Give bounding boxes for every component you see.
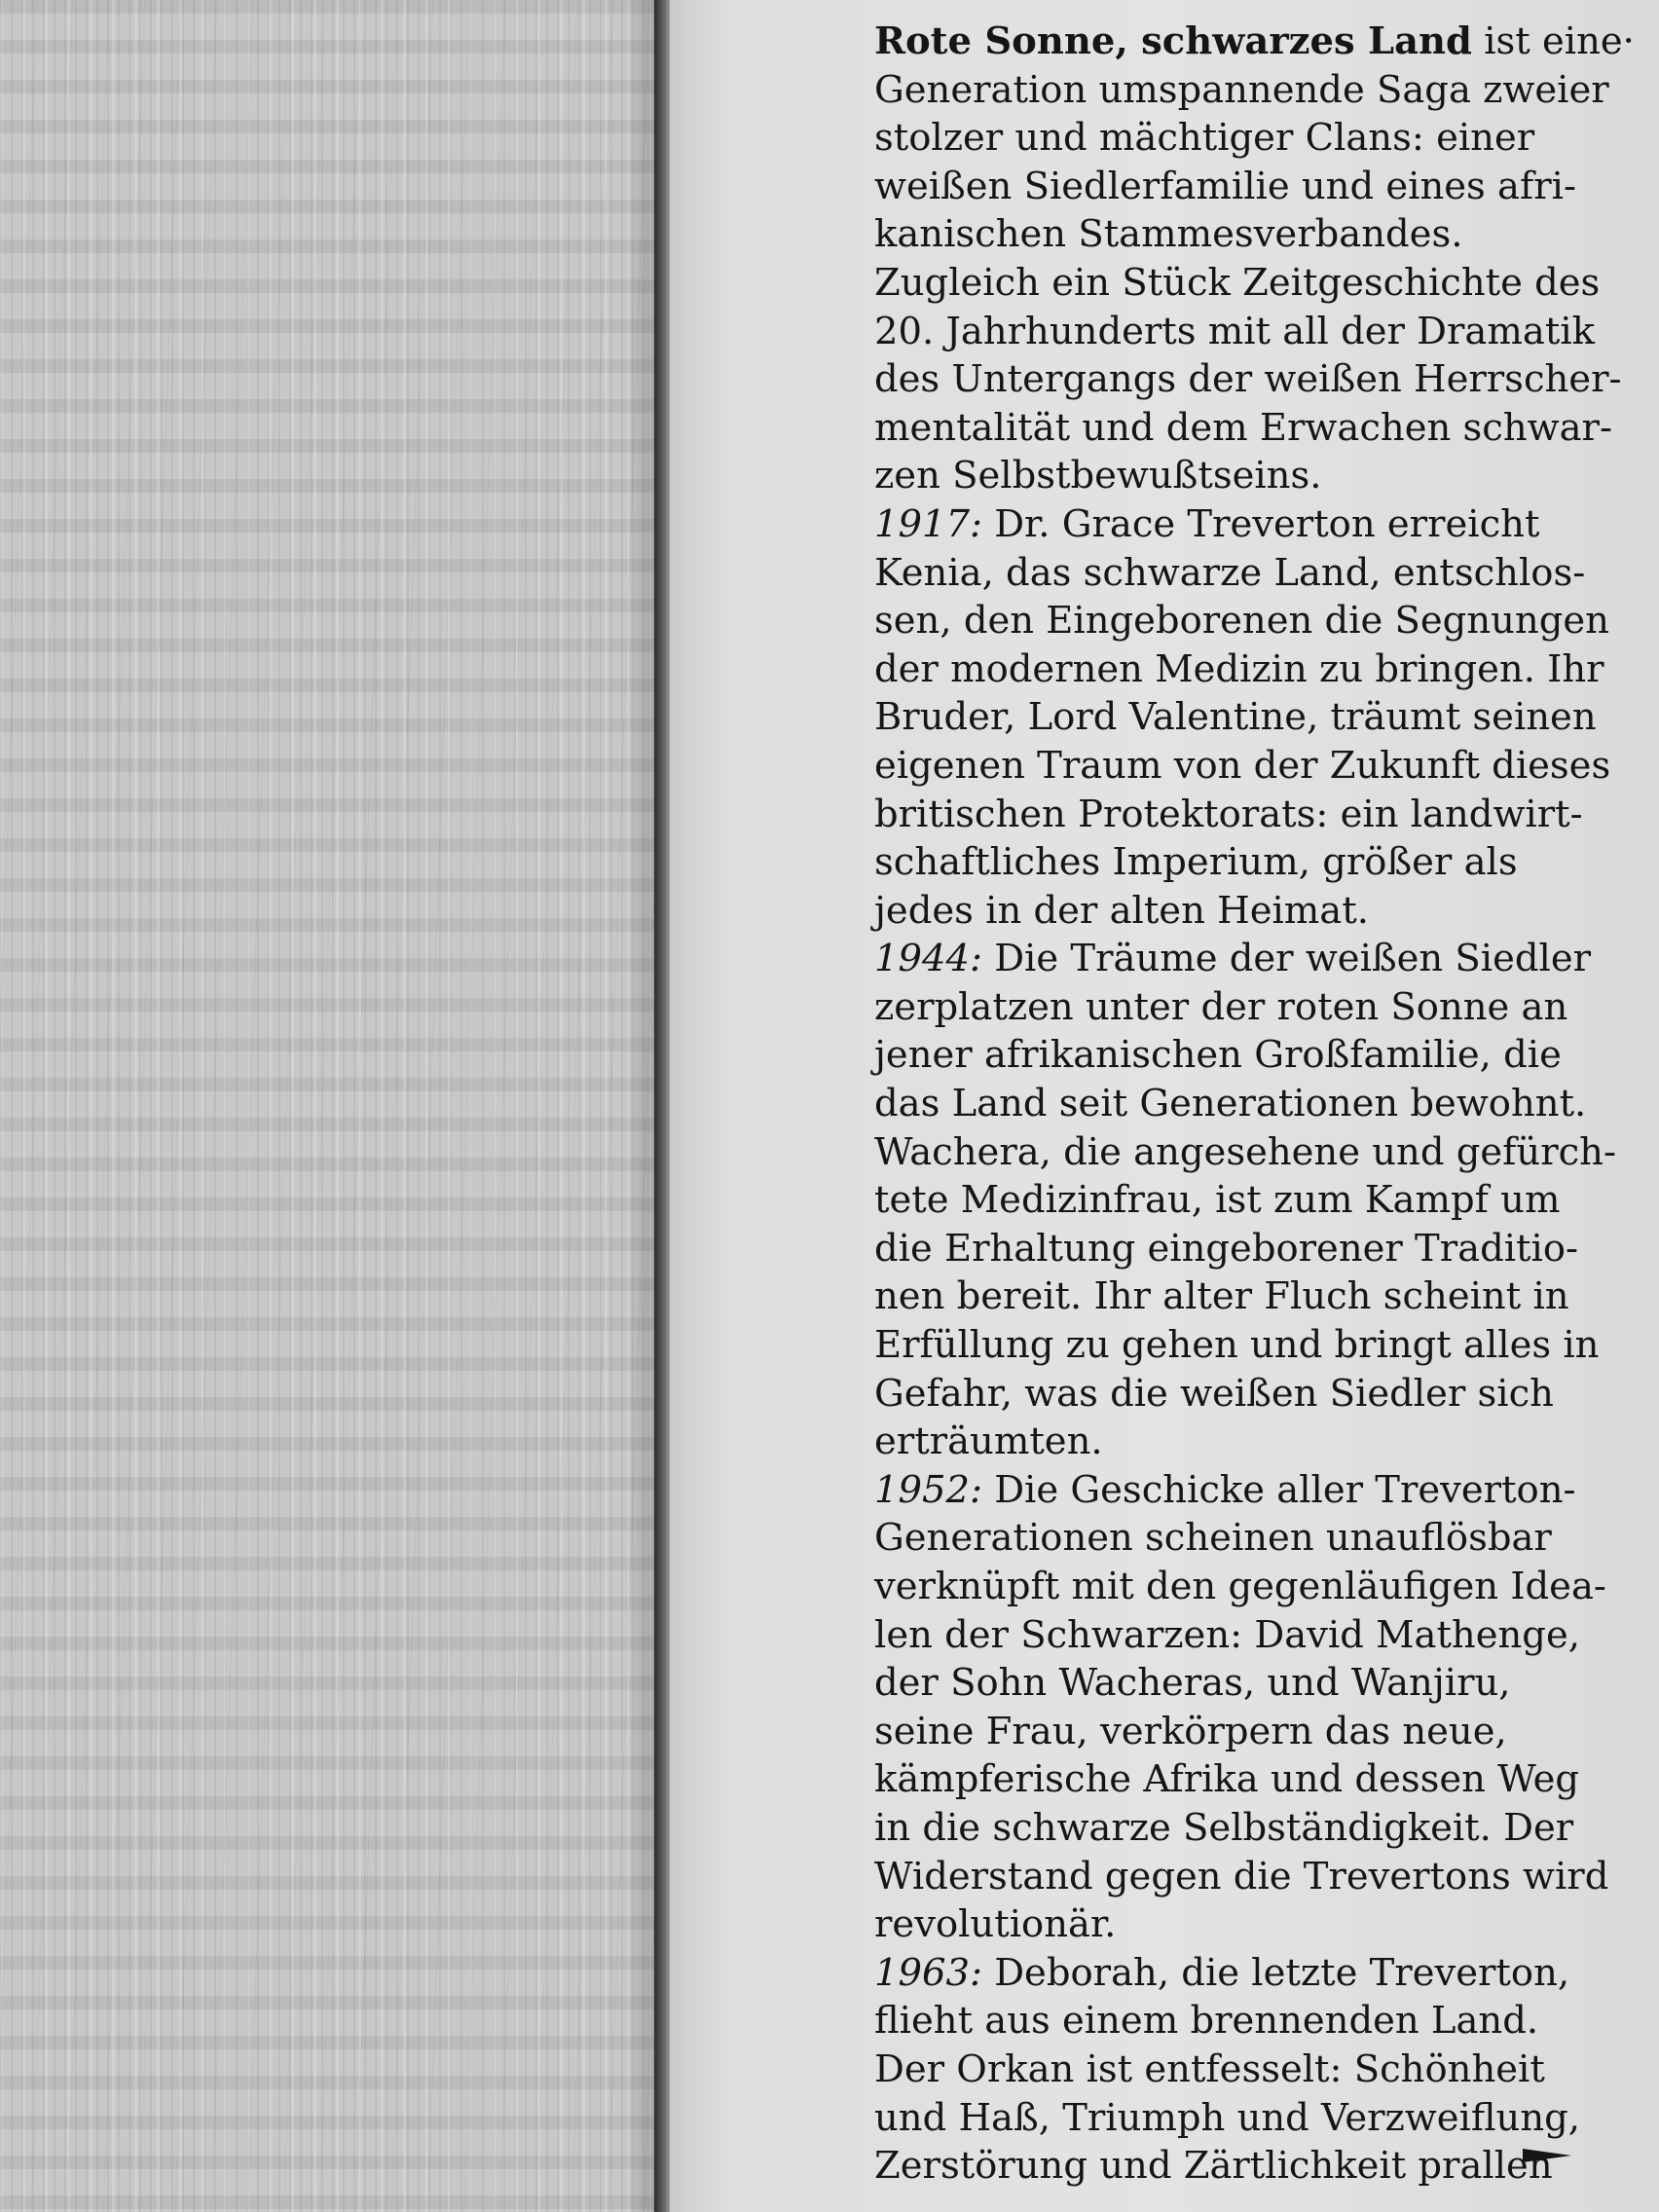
year-label: 1944:: [874, 937, 982, 981]
text-line: [874, 1659, 1653, 1708]
text-run: jener afrikanischen Großfamilie, die: [874, 1033, 1562, 1078]
book-title: Rote Sonne, schwarzes Land: [874, 19, 1472, 63]
text-run: Die Träume der weißen Siedler: [981, 937, 1592, 981]
text-line: [874, 1321, 1653, 1370]
text-run: Bruder, Lord Valentine, träumt seinen: [874, 695, 1597, 740]
text-run: jedes in der alten Heimat.: [874, 888, 1369, 933]
text-run: und Haß, Triumph und Verzweiflung,: [874, 2095, 1580, 2140]
year-label: 1963:: [874, 1950, 982, 1995]
text-run: Dr. Grace Treverton erreicht: [981, 501, 1540, 546]
board-shadow: [625, 0, 654, 2212]
text-line: [874, 1853, 1653, 1901]
text-line: [874, 404, 1653, 453]
text-line: [874, 1370, 1653, 1419]
text-line: [874, 983, 1653, 1032]
text-line: [874, 500, 1653, 549]
text-run: tete Medizinfrau, ist zum Kampf um: [874, 1178, 1561, 1223]
text-line: [874, 1031, 1653, 1080]
text-line: [874, 1272, 1653, 1321]
text-line: [874, 1755, 1653, 1804]
text-run: weißen Siedlerfamilie und eines afri-: [874, 164, 1576, 208]
text-line: [874, 838, 1653, 887]
text-line: [874, 259, 1653, 308]
book-back-page: [670, 0, 1659, 2212]
text-run: zen Selbstbewußtseins.: [874, 454, 1322, 498]
text-line: [874, 1225, 1653, 1273]
text-run: das Land seit Generationen bewohnt.: [874, 1082, 1587, 1126]
text-run: seine Frau, verkörpern das neue,: [874, 1709, 1507, 1753]
text-run: schaftliches Imperium, größer als: [874, 840, 1518, 885]
text-run: verknüpft mit den gegenläufigen Idea-: [874, 1565, 1606, 1608]
text-line: [874, 163, 1653, 211]
text-run: der modernen Medizin zu bringen. Ihr: [874, 646, 1604, 691]
text-run: in die schwarze Selbständigkeit. Der: [874, 1805, 1574, 1850]
text-line: [874, 355, 1653, 404]
text-line: [874, 114, 1653, 163]
text-line: [874, 1176, 1653, 1225]
year-label: 1952:: [874, 1467, 982, 1512]
blurb-text: [874, 18, 1653, 2191]
text-line: [874, 2094, 1653, 2143]
text-line: [874, 887, 1653, 936]
text-run: flieht aus einem brennenden Land.: [874, 1999, 1539, 2044]
text-line: [874, 452, 1653, 500]
text-line: [874, 693, 1653, 742]
text-run: Die Geschicke aller Treverton-: [981, 1467, 1576, 1512]
text-line: [874, 742, 1653, 791]
text-line: [874, 1418, 1653, 1466]
text-line: [874, 1949, 1653, 1998]
text-run: 20. Jahrhunderts mit all der Dramatik: [874, 309, 1595, 353]
text-line: [874, 1080, 1653, 1128]
text-run: Deborah, die letzte Treverton,: [981, 1950, 1570, 1995]
text-line: [874, 791, 1653, 839]
text-run: die Erhaltung eingeborener Traditio-: [874, 1226, 1579, 1271]
text-run: Wachera, die angesehene und gefürch-: [874, 1129, 1616, 1174]
arrow-right-icon: [1523, 2149, 1571, 2162]
text-run: der Sohn Wacheras, und Wanjiru,: [874, 1661, 1511, 1706]
text-line: [874, 597, 1653, 645]
text-line: [874, 210, 1653, 259]
text-run: erträumten.: [874, 1419, 1103, 1464]
wood-grain-background: [0, 0, 654, 2212]
text-line: [874, 66, 1653, 115]
year-label: 1917:: [874, 501, 982, 546]
text-line: [874, 18, 1653, 66]
text-line: [874, 549, 1653, 598]
text-run: Generationen scheinen unauflösbar: [874, 1516, 1552, 1561]
text-run: Generation umspannende Saga zweier: [874, 67, 1609, 112]
text-run: Zerstörung und Zärtlichkeit prallen: [874, 2144, 1553, 2189]
text-run: kanischen Stammesverbandes.: [874, 212, 1463, 257]
text-line: [874, 1611, 1653, 1660]
text-line: [874, 935, 1653, 983]
text-run: sen, den Eingeborenen die Segnungen: [874, 599, 1609, 644]
text-run: Gefahr, was die weißen Siedler sich: [874, 1371, 1554, 1416]
text-run: Der Orkan ist entfesselt: Schönheit: [874, 2046, 1545, 2091]
text-run: Zugleich ein Stück Zeitgeschichte des: [874, 260, 1601, 305]
text-line: [874, 1466, 1653, 1515]
text-line: [874, 1900, 1653, 1949]
text-run: mentalität und dem Erwachen schwar-: [874, 405, 1612, 450]
text-line: [874, 1514, 1653, 1563]
text-run: stolzer und mächtiger Clans: einer: [874, 116, 1535, 161]
text-run: len der Schwarzen: David Mathenge,: [874, 1612, 1580, 1657]
text-run: Kenia, das schwarze Land, entschlos-: [874, 550, 1586, 595]
text-line: [874, 308, 1653, 356]
book-spine-gutter: [654, 0, 670, 2212]
text-run: revolutionär.: [874, 1902, 1117, 1947]
text-line: [874, 1804, 1653, 1853]
text-run: des Untergangs der weißen Herrscher-: [874, 357, 1622, 402]
text-line: [874, 1708, 1653, 1756]
text-line: [874, 1563, 1653, 1611]
text-run: ist eine·: [1471, 19, 1635, 63]
text-line: [874, 645, 1653, 694]
text-run: eigenen Traum von der Zukunft dieses: [874, 743, 1611, 788]
text-run: Erfüllung zu gehen und bringt alles in: [874, 1323, 1600, 1368]
text-line: [874, 2046, 1653, 2094]
text-run: Widerstand gegen die Trevertons wird: [874, 1854, 1609, 1899]
text-line: [874, 1997, 1653, 2046]
text-run: zerplatzen unter der roten Sonne an: [874, 984, 1568, 1029]
text-run: kämpferische Afrika und dessen Weg: [874, 1757, 1580, 1802]
text-run: britischen Protektorats: ein landwirt-: [874, 792, 1583, 836]
text-line: [874, 1128, 1653, 1177]
text-run: nen bereit. Ihr alter Fluch scheint in: [874, 1274, 1569, 1319]
